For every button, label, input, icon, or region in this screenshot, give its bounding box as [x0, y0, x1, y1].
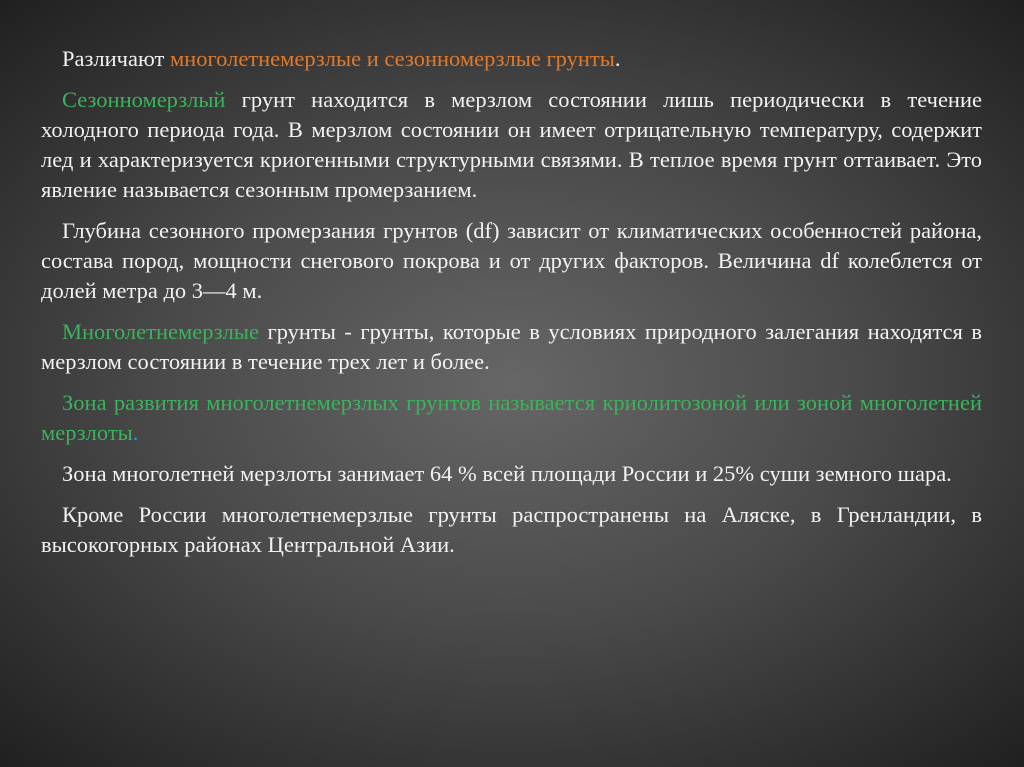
paragraph-russia-area	[41, 459, 982, 489]
intro-suffix: .	[614, 46, 621, 71]
paragraph-seasonal-frozen	[41, 85, 982, 205]
paragraph-freezing-depth	[41, 216, 982, 306]
cryolithozone-suffix: .	[132, 420, 139, 445]
paragraph-permafrost	[41, 317, 982, 377]
paragraph-cryolithozone	[41, 388, 982, 448]
intro-highlight: многолетнемерзлые и сезонномерзлые грунты	[169, 46, 615, 71]
other-regions-text: Кроме России многолетнемерзлые грунты распространены на Аляске, в Гренландии, в высокогорных районах Центральной Азии.	[41, 502, 982, 557]
seasonal-text: грунт находится в мерзлом состоянии лишь периодически в течение холодного периода года. В мерзлом состоянии он имеет отрицательную температуру, содержит лед и характеризуется криогенными структурными связями. В теплое время грунт оттаивает. Это явление называется сезонным промерзанием.	[41, 87, 982, 202]
paragraph-intro	[41, 44, 982, 74]
paragraph-other-regions	[41, 500, 982, 560]
freezing-depth-text: Глубина сезонного промерзания грунтов (df) зависит от климатических особенностей района, состава пород, мощности снегового покрова и от других факторов. Величина df колеблется от долей метра до 3—4 м.	[41, 218, 982, 303]
cryolithozone-text: Зона развития многолетнемерзлых грунтов называется криолитозоной или зоной многолетней мерзлоты	[41, 390, 982, 445]
permafrost-text: грунты - грунты, которые в условиях природного залегания находятся в мерзлом состоянии в течение трех лет и более.	[41, 319, 982, 374]
intro-prefix: Различают	[62, 46, 170, 71]
russia-area-text: Зона многолетней мерзлоты занимает 64 % всей площади России и 25% суши земного шара.	[62, 461, 952, 486]
slide-content	[41, 44, 982, 560]
permafrost-term: Многолетнемерзлые	[62, 319, 259, 344]
seasonal-term: Сезонномерзлый	[62, 87, 226, 112]
